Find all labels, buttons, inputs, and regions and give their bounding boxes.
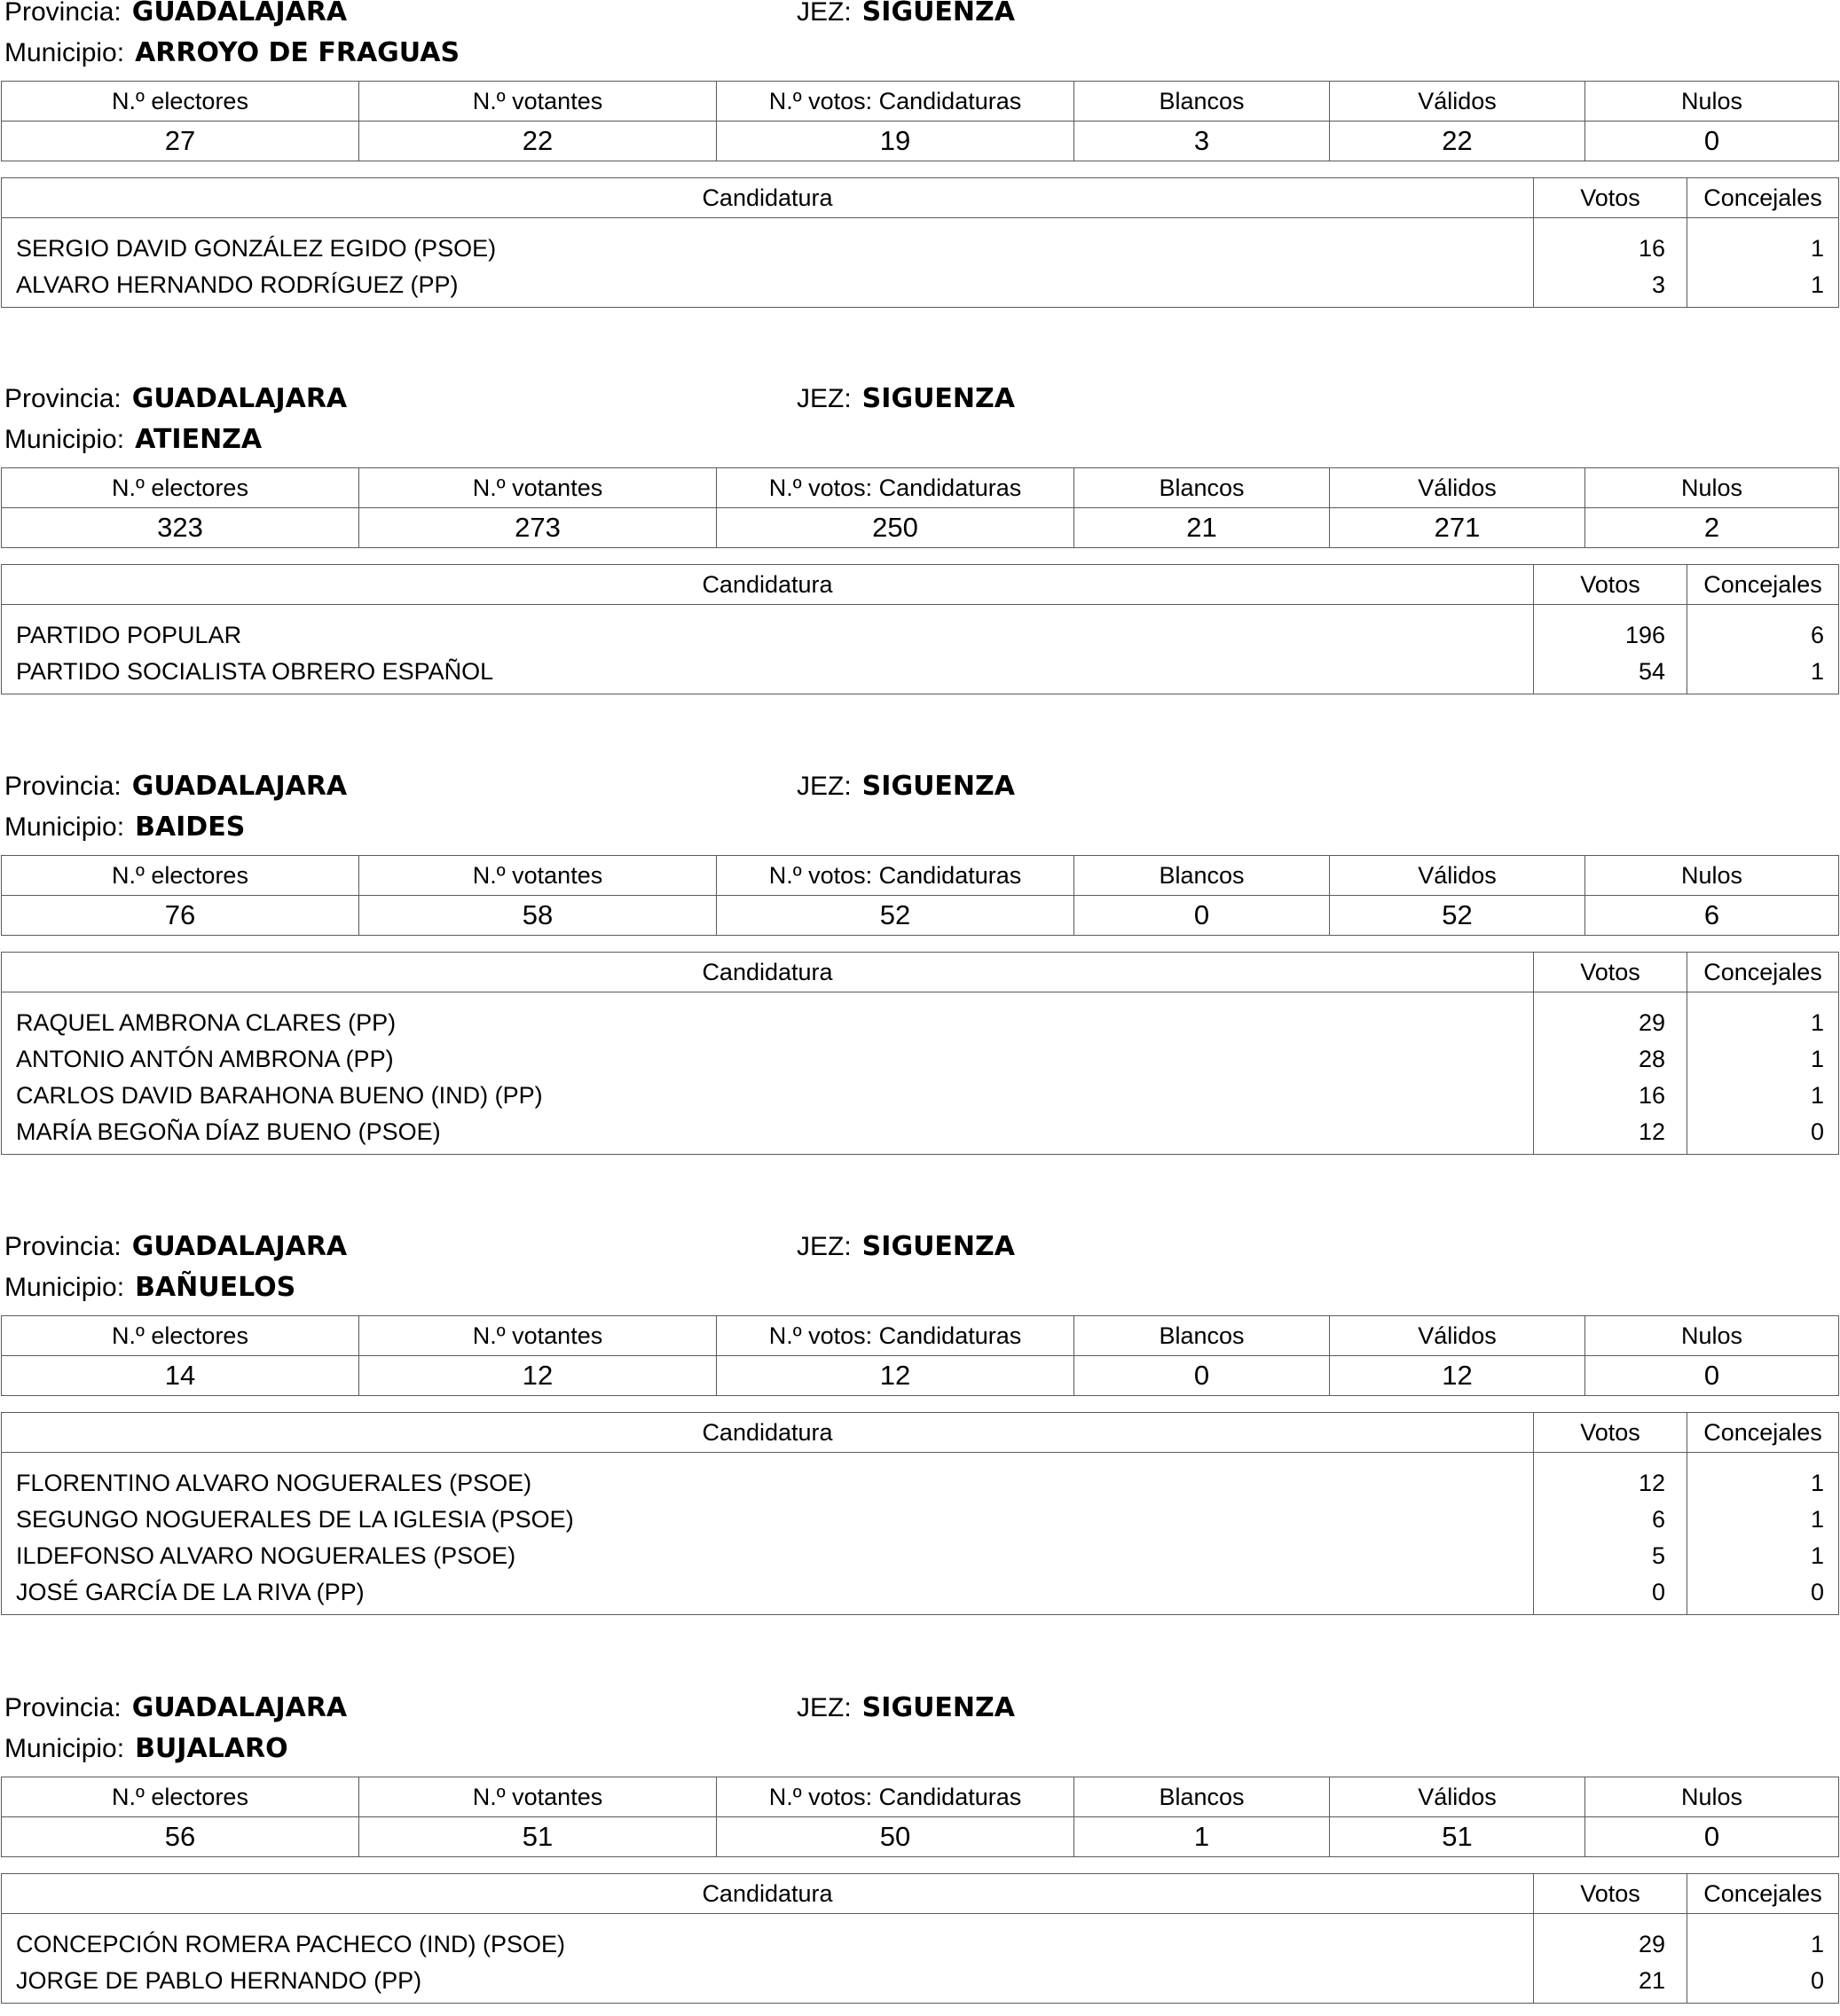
stats-value-votos_cand: 50 [717,1817,1074,1857]
candidate-name: RAQUEL AMBRONA CLARES (PP) [2,992,1534,1042]
concejales-header: Concejales [1687,953,1839,992]
candidate-row [2,1041,1839,1078]
stats-header-blancos: Blancos [1074,856,1330,896]
stats-value-electores: 76 [2,896,359,936]
candidates-header-row [2,178,1839,218]
stats-value-electores: 323 [2,508,359,548]
stats-value-votantes: 58 [359,896,717,936]
stats-value-blancos: 3 [1074,122,1330,161]
candidatura-header: Candidatura [2,565,1534,605]
candidate-name: CARLOS DAVID BARAHONA BUENO (IND) (PP) [2,1078,1534,1114]
candidate-votos: 5 [1534,1538,1687,1574]
stats-value-electores: 14 [2,1356,359,1396]
stats-value-blancos: 21 [1074,508,1330,548]
votos-header: Votos [1534,1413,1687,1453]
jez-value: SIGUENZA [861,0,1015,27]
stats-value-row [2,1356,1839,1396]
candidate-name: ALVARO HERNANDO RODRÍGUEZ (PP) [2,267,1534,308]
candidates-header-row [2,1413,1839,1453]
stats-value-electores: 27 [2,122,359,161]
candidate-name: JOSÉ GARCÍA DE LA RIVA (PP) [2,1574,1534,1615]
candidates-table [1,1873,1839,2004]
stats-value-blancos: 0 [1074,896,1330,936]
candidate-row [2,1574,1839,1615]
stats-header-electores: N.º electores [2,1777,359,1817]
candidate-name: SEGUNGO NOGUERALES DE LA IGLESIA (PSOE) [2,1502,1534,1538]
municipio-value: BAÑUELOS [135,1272,296,1303]
provincia-value: GUADALAJARA [131,0,348,27]
candidate-votos: 6 [1534,1502,1687,1538]
municipio-label: Municipio: [4,425,125,454]
stats-value-nulos: 0 [1585,122,1839,161]
stats-value-row [2,508,1839,548]
municipio-value: ARROYO DE FRAGUAS [135,37,460,68]
candidate-votos: 3 [1534,267,1687,308]
candidates-header-row [2,953,1839,992]
stats-header-votos_cand: N.º votos: Candidaturas [717,1316,1074,1356]
candidate-votos: 0 [1534,1574,1687,1615]
candidate-row [2,1914,1839,1964]
stats-value-validos: 271 [1330,508,1585,548]
candidates-header-row [2,1874,1839,1914]
provincia-value: GUADALAJARA [131,1692,348,1723]
candidate-votos: 16 [1534,218,1687,268]
jez-label: JEZ: [797,384,852,413]
provincia-value: GUADALAJARA [131,1231,348,1262]
candidate-name: MARÍA BEGOÑA DÍAZ BUENO (PSOE) [2,1114,1534,1155]
candidate-concejales: 1 [1687,1538,1839,1574]
candidate-name: SERGIO DAVID GONZÁLEZ EGIDO (PSOE) [2,218,1534,268]
candidate-row [2,218,1839,268]
stats-table [1,1315,1839,1396]
stats-value-votantes: 51 [359,1817,717,1857]
candidates-table [1,1412,1839,1615]
candidate-votos: 29 [1534,1914,1687,1964]
stats-value-validos: 51 [1330,1817,1585,1857]
stats-header-votantes: N.º votantes [359,1316,717,1356]
provincia-label: Provincia: [4,0,122,27]
jez-line [797,1231,1015,1263]
stats-value-votos_cand: 52 [717,896,1074,936]
provincia-label: Provincia: [4,772,122,801]
candidates-table [1,952,1839,1155]
stats-header-row [2,1777,1839,1817]
candidate-votos: 29 [1534,992,1687,1042]
candidate-row [2,1538,1839,1574]
votos-header: Votos [1534,953,1687,992]
candidate-name: FLORENTINO ALVARO NOGUERALES (PSOE) [2,1453,1534,1502]
jez-label: JEZ: [797,1232,852,1261]
candidates-table [1,564,1839,694]
provincia-label: Provincia: [4,1693,122,1722]
stats-header-row [2,468,1839,508]
candidate-concejales: 1 [1687,1453,1839,1502]
stats-value-votos_cand: 19 [717,122,1074,161]
stats-header-row [2,1316,1839,1356]
stats-header-validos: Válidos [1330,1777,1585,1817]
stats-value-votos_cand: 250 [717,508,1074,548]
municipio-value: BAIDES [135,812,246,843]
municipio-value: BUJALARO [135,1733,288,1764]
candidate-row [2,992,1839,1042]
stats-header-votos_cand: N.º votos: Candidaturas [717,468,1074,508]
stats-table [1,855,1839,936]
stats-header-row [2,82,1839,122]
municipio-label: Municipio: [4,812,125,842]
stats-header-electores: N.º electores [2,468,359,508]
candidates-table [1,177,1839,308]
stats-header-votantes: N.º votantes [359,856,717,896]
stats-header-validos: Válidos [1330,468,1585,508]
candidatura-header: Candidatura [2,953,1534,992]
candidate-row [2,1114,1839,1155]
concejales-header: Concejales [1687,178,1839,218]
stats-value-votos_cand: 12 [717,1356,1074,1396]
stats-header-blancos: Blancos [1074,82,1330,122]
stats-header-votantes: N.º votantes [359,1777,717,1817]
jez-line [797,771,1015,803]
candidate-votos: 54 [1534,654,1687,694]
candidate-name: ANTONIO ANTÓN AMBRONA (PP) [2,1041,1534,1078]
stats-header-nulos: Nulos [1585,1777,1839,1817]
stats-header-blancos: Blancos [1074,468,1330,508]
candidate-name: JORGE DE PABLO HERNANDO (PP) [2,1963,1534,2004]
stats-header-votos_cand: N.º votos: Candidaturas [717,1777,1074,1817]
candidate-concejales: 1 [1687,654,1839,694]
concejales-header: Concejales [1687,565,1839,605]
candidate-concejales: 1 [1687,1914,1839,1964]
stats-header-votos_cand: N.º votos: Candidaturas [717,82,1074,122]
candidate-name: ILDEFONSO ALVARO NOGUERALES (PSOE) [2,1538,1534,1574]
candidate-row [2,1453,1839,1502]
municipio-label: Municipio: [4,1273,125,1302]
candidate-votos: 16 [1534,1078,1687,1114]
provincia-label: Provincia: [4,384,122,413]
candidate-name: CONCEPCIÓN ROMERA PACHECO (IND) (PSOE) [2,1914,1534,1964]
jez-label: JEZ: [797,0,852,27]
concejales-header: Concejales [1687,1874,1839,1914]
candidate-concejales: 0 [1687,1963,1839,2004]
stats-value-blancos: 1 [1074,1817,1330,1857]
municipio-line [4,1272,295,1304]
jez-value: SIGUENZA [861,1231,1015,1262]
municipio-label: Municipio: [4,38,125,67]
candidate-votos: 12 [1534,1114,1687,1155]
jez-line [797,1692,1015,1724]
jez-label: JEZ: [797,772,852,801]
municipio-line [4,37,460,69]
stats-header-votos_cand: N.º votos: Candidaturas [717,856,1074,896]
candidate-row [2,654,1839,694]
municipio-line [4,424,262,456]
provincia-label: Provincia: [4,1232,122,1261]
municipio-line [4,1733,288,1765]
stats-table [1,81,1839,161]
candidate-concejales: 1 [1687,267,1839,308]
candidate-row [2,1963,1839,2004]
candidate-name: PARTIDO SOCIALISTA OBRERO ESPAÑOL [2,654,1534,694]
stats-value-validos: 52 [1330,896,1585,936]
stats-value-nulos: 2 [1585,508,1839,548]
candidate-row [2,605,1839,655]
candidate-row [2,1502,1839,1538]
stats-value-electores: 56 [2,1817,359,1857]
stats-value-row [2,122,1839,161]
jez-value: SIGUENZA [861,383,1015,414]
municipio-value: ATIENZA [135,424,263,455]
candidate-concejales: 6 [1687,605,1839,655]
stats-value-validos: 12 [1330,1356,1585,1396]
stats-table [1,1777,1839,1857]
stats-header-votantes: N.º votantes [359,82,717,122]
votos-header: Votos [1534,178,1687,218]
provincia-line [4,0,347,28]
stats-header-validos: Válidos [1330,82,1585,122]
stats-header-row [2,856,1839,896]
stats-value-validos: 22 [1330,122,1585,161]
candidatura-header: Candidatura [2,178,1534,218]
candidate-concejales: 1 [1687,1041,1839,1078]
municipio-label: Municipio: [4,1734,125,1763]
candidate-votos: 12 [1534,1453,1687,1502]
stats-header-validos: Válidos [1330,1316,1585,1356]
stats-value-blancos: 0 [1074,1356,1330,1396]
candidatura-header: Candidatura [2,1413,1534,1453]
candidate-votos: 28 [1534,1041,1687,1078]
jez-line [797,383,1015,415]
stats-header-nulos: Nulos [1585,468,1839,508]
stats-value-row [2,1817,1839,1857]
candidate-votos: 196 [1534,605,1687,655]
stats-header-blancos: Blancos [1074,1316,1330,1356]
jez-value: SIGUENZA [861,1692,1015,1723]
candidate-concejales: 0 [1687,1574,1839,1615]
stats-value-nulos: 6 [1585,896,1839,936]
candidate-row [2,267,1839,308]
stats-header-electores: N.º electores [2,856,359,896]
candidate-votos: 21 [1534,1963,1687,2004]
stats-header-nulos: Nulos [1585,856,1839,896]
provincia-line [4,771,347,803]
municipio-line [4,812,245,843]
stats-value-nulos: 0 [1585,1356,1839,1396]
votos-header: Votos [1534,565,1687,605]
candidate-concejales: 1 [1687,992,1839,1042]
candidate-concejales: 1 [1687,218,1839,268]
candidate-concejales: 0 [1687,1114,1839,1155]
stats-value-votantes: 22 [359,122,717,161]
provincia-value: GUADALAJARA [131,383,348,414]
stats-header-votantes: N.º votantes [359,468,717,508]
candidates-header-row [2,565,1839,605]
provincia-value: GUADALAJARA [131,771,348,802]
stats-header-electores: N.º electores [2,1316,359,1356]
stats-header-nulos: Nulos [1585,82,1839,122]
candidate-concejales: 1 [1687,1502,1839,1538]
candidate-name: PARTIDO POPULAR [2,605,1534,655]
stats-header-nulos: Nulos [1585,1316,1839,1356]
stats-header-electores: N.º electores [2,82,359,122]
jez-line [797,0,1015,28]
provincia-line [4,1692,347,1724]
provincia-line [4,383,347,415]
candidate-row [2,1078,1839,1114]
stats-header-validos: Válidos [1330,856,1585,896]
stats-value-votantes: 12 [359,1356,717,1396]
stats-value-nulos: 0 [1585,1817,1839,1857]
concejales-header: Concejales [1687,1413,1839,1453]
stats-table [1,467,1839,548]
stats-header-blancos: Blancos [1074,1777,1330,1817]
jez-label: JEZ: [797,1693,852,1722]
provincia-line [4,1231,347,1263]
stats-value-votantes: 273 [359,508,717,548]
stats-value-row [2,896,1839,936]
candidate-concejales: 1 [1687,1078,1839,1114]
jez-value: SIGUENZA [861,771,1015,802]
votos-header: Votos [1534,1874,1687,1914]
candidatura-header: Candidatura [2,1874,1534,1914]
